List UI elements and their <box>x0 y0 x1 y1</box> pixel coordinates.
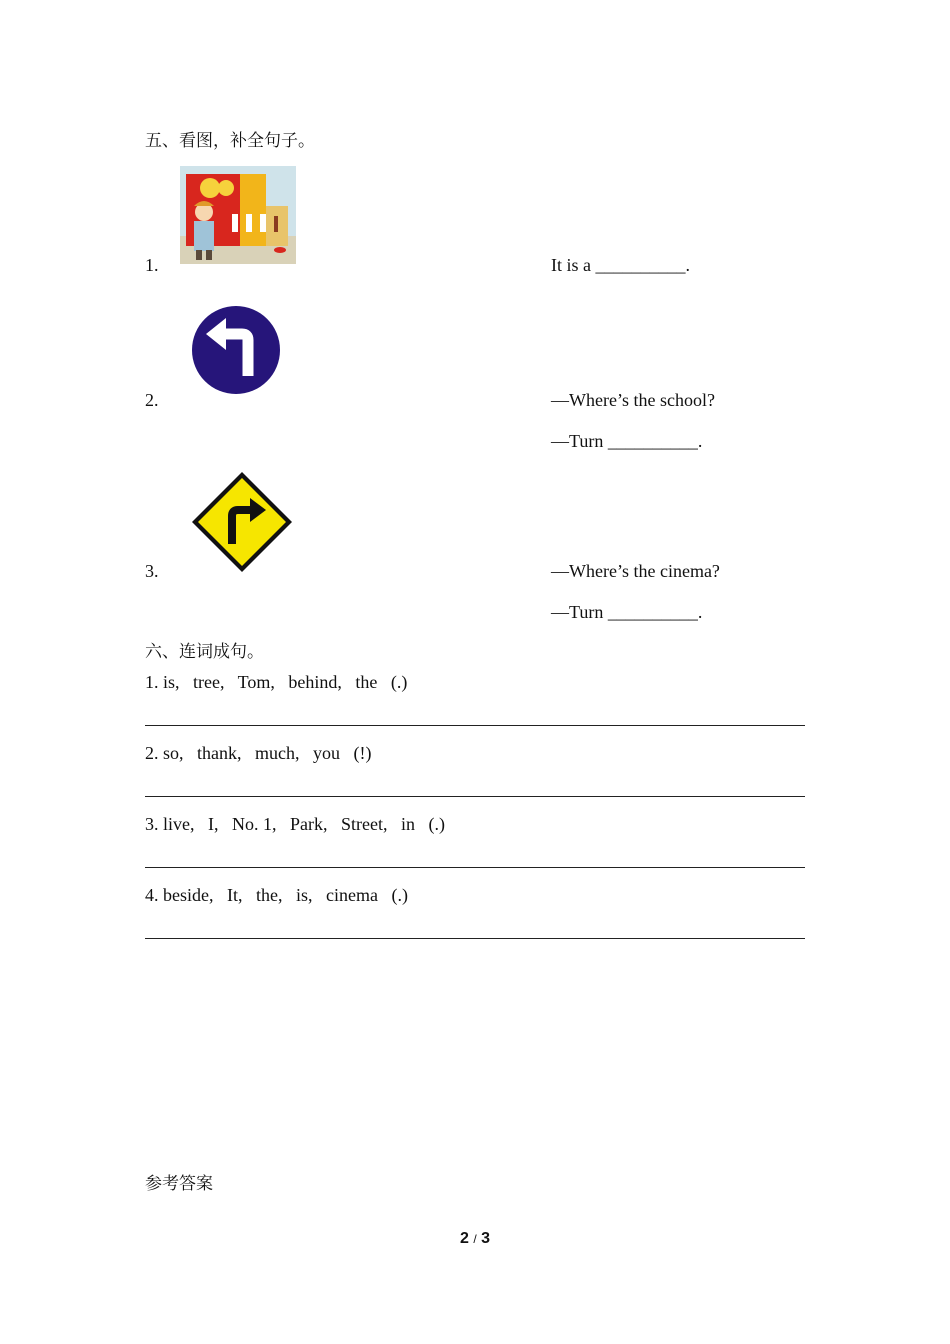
page-separator: / <box>473 1232 477 1246</box>
answers-heading: 参考答案 <box>145 1174 213 1194</box>
answer-line-1 <box>145 725 805 726</box>
page-current: 2 <box>460 1230 469 1247</box>
item-3-number: 3. <box>145 561 159 581</box>
item-2-number: 2. <box>145 390 159 410</box>
item-3-answer: —Turn __________. <box>551 602 703 622</box>
answer-line-3 <box>145 867 805 868</box>
page-total: 3 <box>481 1230 491 1247</box>
item-1-sentence: It is a __________. <box>551 255 690 275</box>
turn-left-sign-icon <box>190 304 282 396</box>
item-2-question: —Where’s the school? <box>551 390 715 410</box>
scramble-item-4: 4. beside, It, the, is, cinema (.) <box>145 885 408 905</box>
scramble-item-3: 3. live, I, No. 1, Park, Street, in (.) <box>145 814 445 834</box>
answer-line-4 <box>145 938 805 939</box>
scramble-item-1: 1. is, tree, Tom, behind, the (.) <box>145 672 408 692</box>
restaurant-image <box>180 166 296 264</box>
section-6-heading: 六、连词成句。 <box>145 642 264 662</box>
item-3-question: —Where’s the cinema? <box>551 561 720 581</box>
turn-right-warning-sign-icon <box>190 470 294 574</box>
answer-line-2 <box>145 796 805 797</box>
page-number <box>460 1230 490 1248</box>
section-5-heading: 五、看图，补全句子。 <box>145 131 315 151</box>
item-1-number: 1. <box>145 255 159 275</box>
scramble-item-2: 2. so, thank, much, you (!) <box>145 743 372 763</box>
item-2-answer: —Turn __________. <box>551 431 703 451</box>
